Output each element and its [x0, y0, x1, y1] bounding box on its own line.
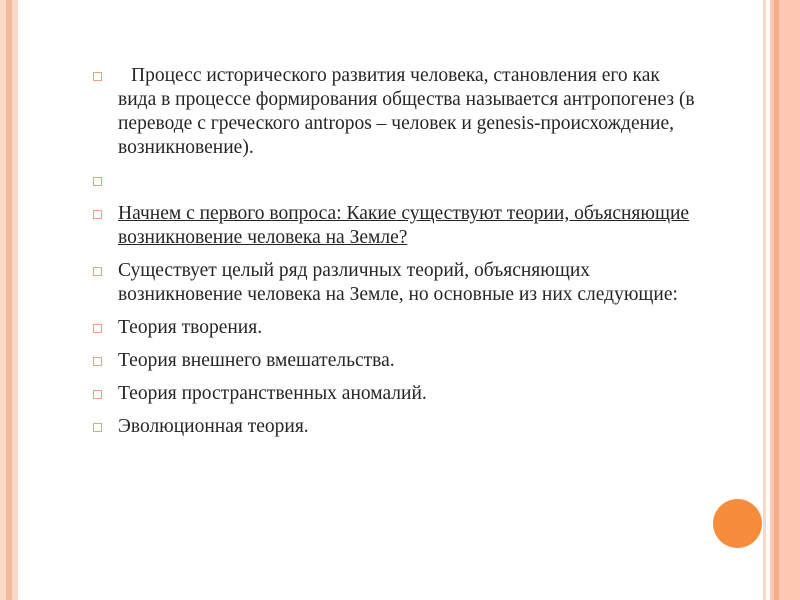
- bullet-item-question: [93, 202, 701, 250]
- left-border-decoration: [0, 0, 18, 600]
- bullet-item-text: Процесс исторического развития человека, становления его как вида в процессе формирования общества называется антропогенез (в переводе с греческого antropos – человек и genesis-происхождение, возникновение).: [118, 65, 695, 158]
- right-border-decoration: [770, 0, 800, 600]
- bullet-square-icon: [93, 390, 102, 399]
- orange-circle-decoration: [713, 499, 762, 548]
- bullet-item-text: Теория пространственных аномалий.: [118, 383, 427, 404]
- bullet-list: [93, 64, 701, 448]
- bullet-item: [93, 349, 701, 373]
- bullet-item: [93, 64, 701, 160]
- bullet-square-icon: [93, 324, 102, 333]
- bullet-item-empty: [93, 169, 701, 193]
- bullet-item-text: Эволюционная теория.: [118, 416, 309, 437]
- bullet-item-text: Существует целый ряд различных теорий, объясняющих возникновение человека на Земле, но основные из них следующие:: [118, 260, 678, 305]
- bullet-item-text: Начнем с первого вопроса: Какие существуют теории, объясняющие возникновение человека на Земле?: [118, 203, 690, 248]
- bullet-item: [93, 415, 701, 439]
- right-thin-stripe-decoration: [763, 0, 766, 600]
- bullet-item: [93, 259, 701, 307]
- bullet-square-icon: [93, 267, 102, 276]
- bullet-square-icon: [93, 72, 102, 81]
- bullet-square-icon: [93, 177, 102, 186]
- bullet-item: [93, 382, 701, 406]
- bullet-square-icon: [93, 357, 102, 366]
- bullet-item-text: Теория творения.: [118, 317, 263, 338]
- right-border-stripe: [774, 0, 779, 600]
- left-border-stripe: [6, 0, 12, 600]
- bullet-square-icon: [93, 423, 102, 432]
- bullet-item: [93, 316, 701, 340]
- bullet-item-text: Теория внешнего вмешательства.: [118, 350, 395, 371]
- bullet-square-icon: [93, 210, 102, 219]
